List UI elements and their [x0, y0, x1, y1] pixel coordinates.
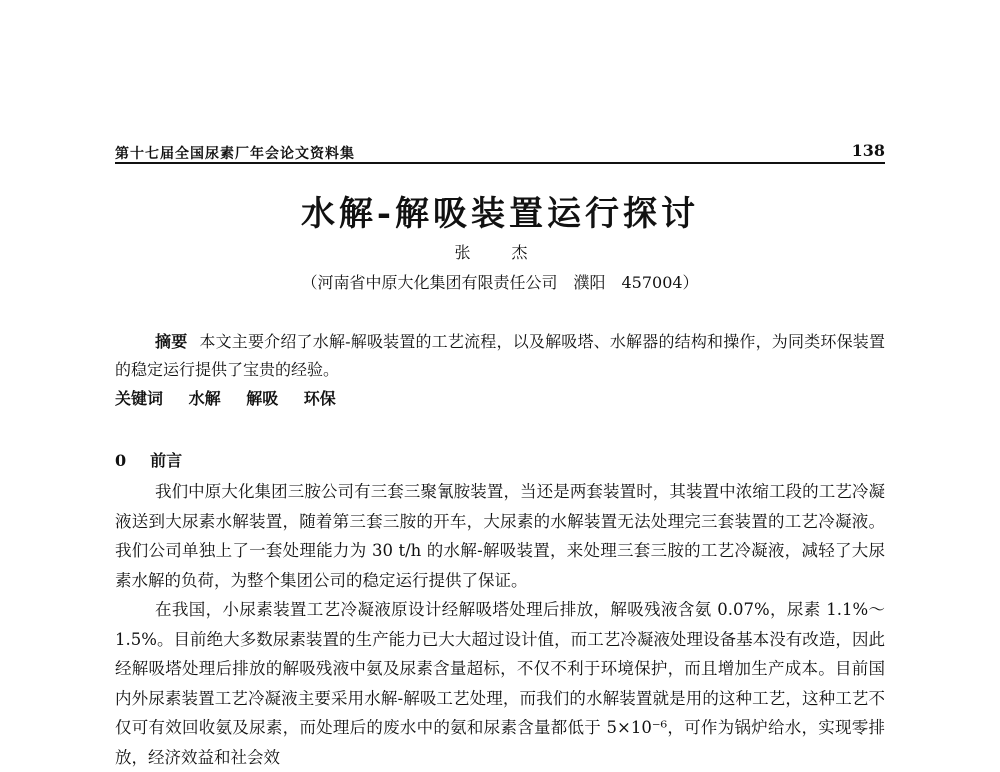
keyword: 环保 [303, 389, 336, 408]
keywords-label: 关键词 [115, 389, 164, 408]
page-number: 138 [851, 141, 885, 160]
keyword: 水解 [188, 389, 221, 408]
keyword: 解吸 [246, 389, 279, 408]
paragraph: 我们中原大化集团三胺公司有三套三聚氰胺装置，当还是两套装置时，其装置中浓缩工段的工艺冷凝液送到大尿素水解装置，随着第三套三胺的开车，大尿素的水解装置无法处理完三套装置的工艺冷凝液。我们公司单独上了一套处理能力为 30 t/h 的水解-解吸装置，来处理三套三胺的工艺冷凝液，减轻了大尿素水解的负荷，为整个集团公司的稳定运行提供了保证。 [115, 482, 885, 590]
section-title: 前言 [150, 451, 183, 470]
affiliation [0, 270, 1000, 293]
running-header: 第十七届全国尿素厂年会论文资料集 [115, 146, 355, 162]
keywords [115, 386, 356, 409]
author: 张 杰 [454, 243, 546, 262]
affiliation-postcode: 457004） [621, 273, 699, 292]
abstract [115, 328, 885, 384]
header-rule [115, 162, 885, 164]
abstract-label: 摘要 [155, 332, 188, 351]
section-number: 0 [115, 451, 127, 470]
affiliation-city: 濮阳 [573, 273, 606, 292]
affiliation-org: （河南省中原大化集团有限责任公司 [301, 273, 558, 292]
abstract-text: 本文主要介绍了水解-解吸装置的工艺流程，以及解吸塔、水解器的结构和操作，为同类环保装置的稳定运行提供了宝贵的经验。 [115, 332, 885, 379]
article-title: 水解-解吸装置运行探讨 [300, 194, 700, 234]
section-heading [115, 448, 182, 471]
paragraph: 在我国，小尿素装置工艺冷凝液原设计经解吸塔处理后排放，解吸残液含氨 0.07%，尿素 1.1%～1.5%。目前绝大多数尿素装置的生产能力已大大超过设计值，而工艺冷凝液处理设备基本没有改造，因此经解吸塔处理后排放的解吸残液中氨及尿素含量超标，不仅不利于环境保护，而且增加生产成本。目前国内外尿素装置工艺冷凝液主要采用水解-解吸工艺处理，而我们的水解装置就是用的这种工艺，这种工艺不仅可有效回收氨及尿素，而处理后的废水中的氨和尿素含量都低于 5×10⁻⁶，可作为锅炉给水，实现零排放，经济效益和社会效 [115, 600, 885, 767]
body-text [115, 477, 885, 772]
